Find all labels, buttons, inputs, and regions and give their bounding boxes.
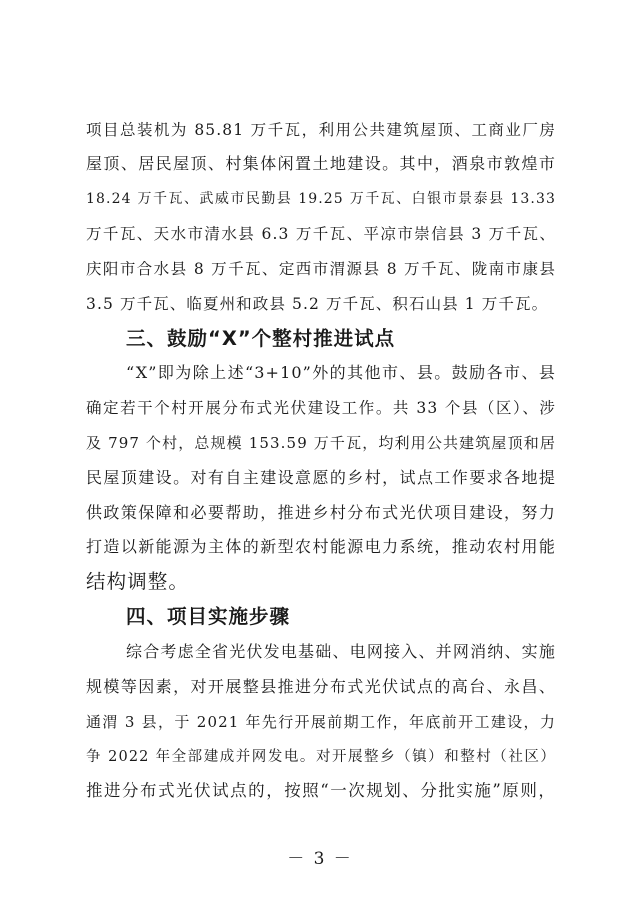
paragraph-line: 供政策保障和必要帮助，推进乡村分布式光伏项目建设，努力 — [86, 503, 556, 522]
paragraph-line: 确定若干个村开展分布式光伏建设工作。共 33 个县（区）、涉 — [86, 399, 556, 417]
paragraph-line: 庆阳市合水县 8 万千瓦、定西市渭源县 8 万千瓦、陇南市康县 — [86, 260, 556, 278]
paragraph-line: 项目总装机为 85.81 万千瓦，利用公共建筑屋顶、工商业厂房 — [86, 121, 556, 139]
section-heading: 三、鼓励“X”个整村推进试点 — [126, 327, 396, 350]
paragraph-line: 规模等因素，对开展整县推进分布式光伏试点的高台、永昌、 — [86, 677, 556, 696]
paragraph-line: 屋顶、居民屋顶、村集体闲置土地建设。其中，酒泉市敦煌市 — [86, 154, 556, 173]
paragraph-line: 争 2022 年全部建成并网发电。对开展整乡（镇）和整村（社区） — [86, 749, 556, 765]
paragraph-line: “X”即为除上述“3+10”外的其他市、县。鼓励各市、县 — [126, 363, 556, 382]
section-heading: 四、项目实施步骤 — [126, 605, 291, 628]
paragraph-line: 推进分布式光伏试点的，按照“一次规划、分批实施”原则， — [86, 781, 556, 800]
paragraph-line: 通渭 3 县，于 2021 年先行开展前期工作，年底前开工建设，力 — [86, 713, 556, 731]
paragraph-line: 18.24 万千瓦、武威市民勤县 19.25 万千瓦、白银市景泰县 13.33 — [86, 191, 556, 207]
paragraph-line: 及 797 个村，总规模 153.59 万千瓦，均利用公共建筑屋顶和居 — [86, 434, 556, 452]
paragraph-line: 打造以新能源为主体的新型农村能源电力系统，推动农村用能 — [86, 537, 556, 556]
page-number: － 3 － — [287, 849, 353, 869]
paragraph-line: 结构调整。 — [86, 570, 190, 593]
paragraph-line: 3.5 万千瓦、临夏州和政县 5.2 万千瓦、积石山县 1 万千瓦。 — [86, 295, 549, 313]
paragraph-line: 万千瓦、天水市清水县 6.3 万千瓦、平凉市崇信县 3 万千瓦、 — [86, 225, 556, 243]
paragraph-line: 综合考虑全省光伏发电基础、电网接入、并网消纳、实施 — [126, 642, 556, 661]
paragraph-line: 民屋顶建设。对有自主建设意愿的乡村，试点工作要求各地提 — [86, 468, 556, 487]
